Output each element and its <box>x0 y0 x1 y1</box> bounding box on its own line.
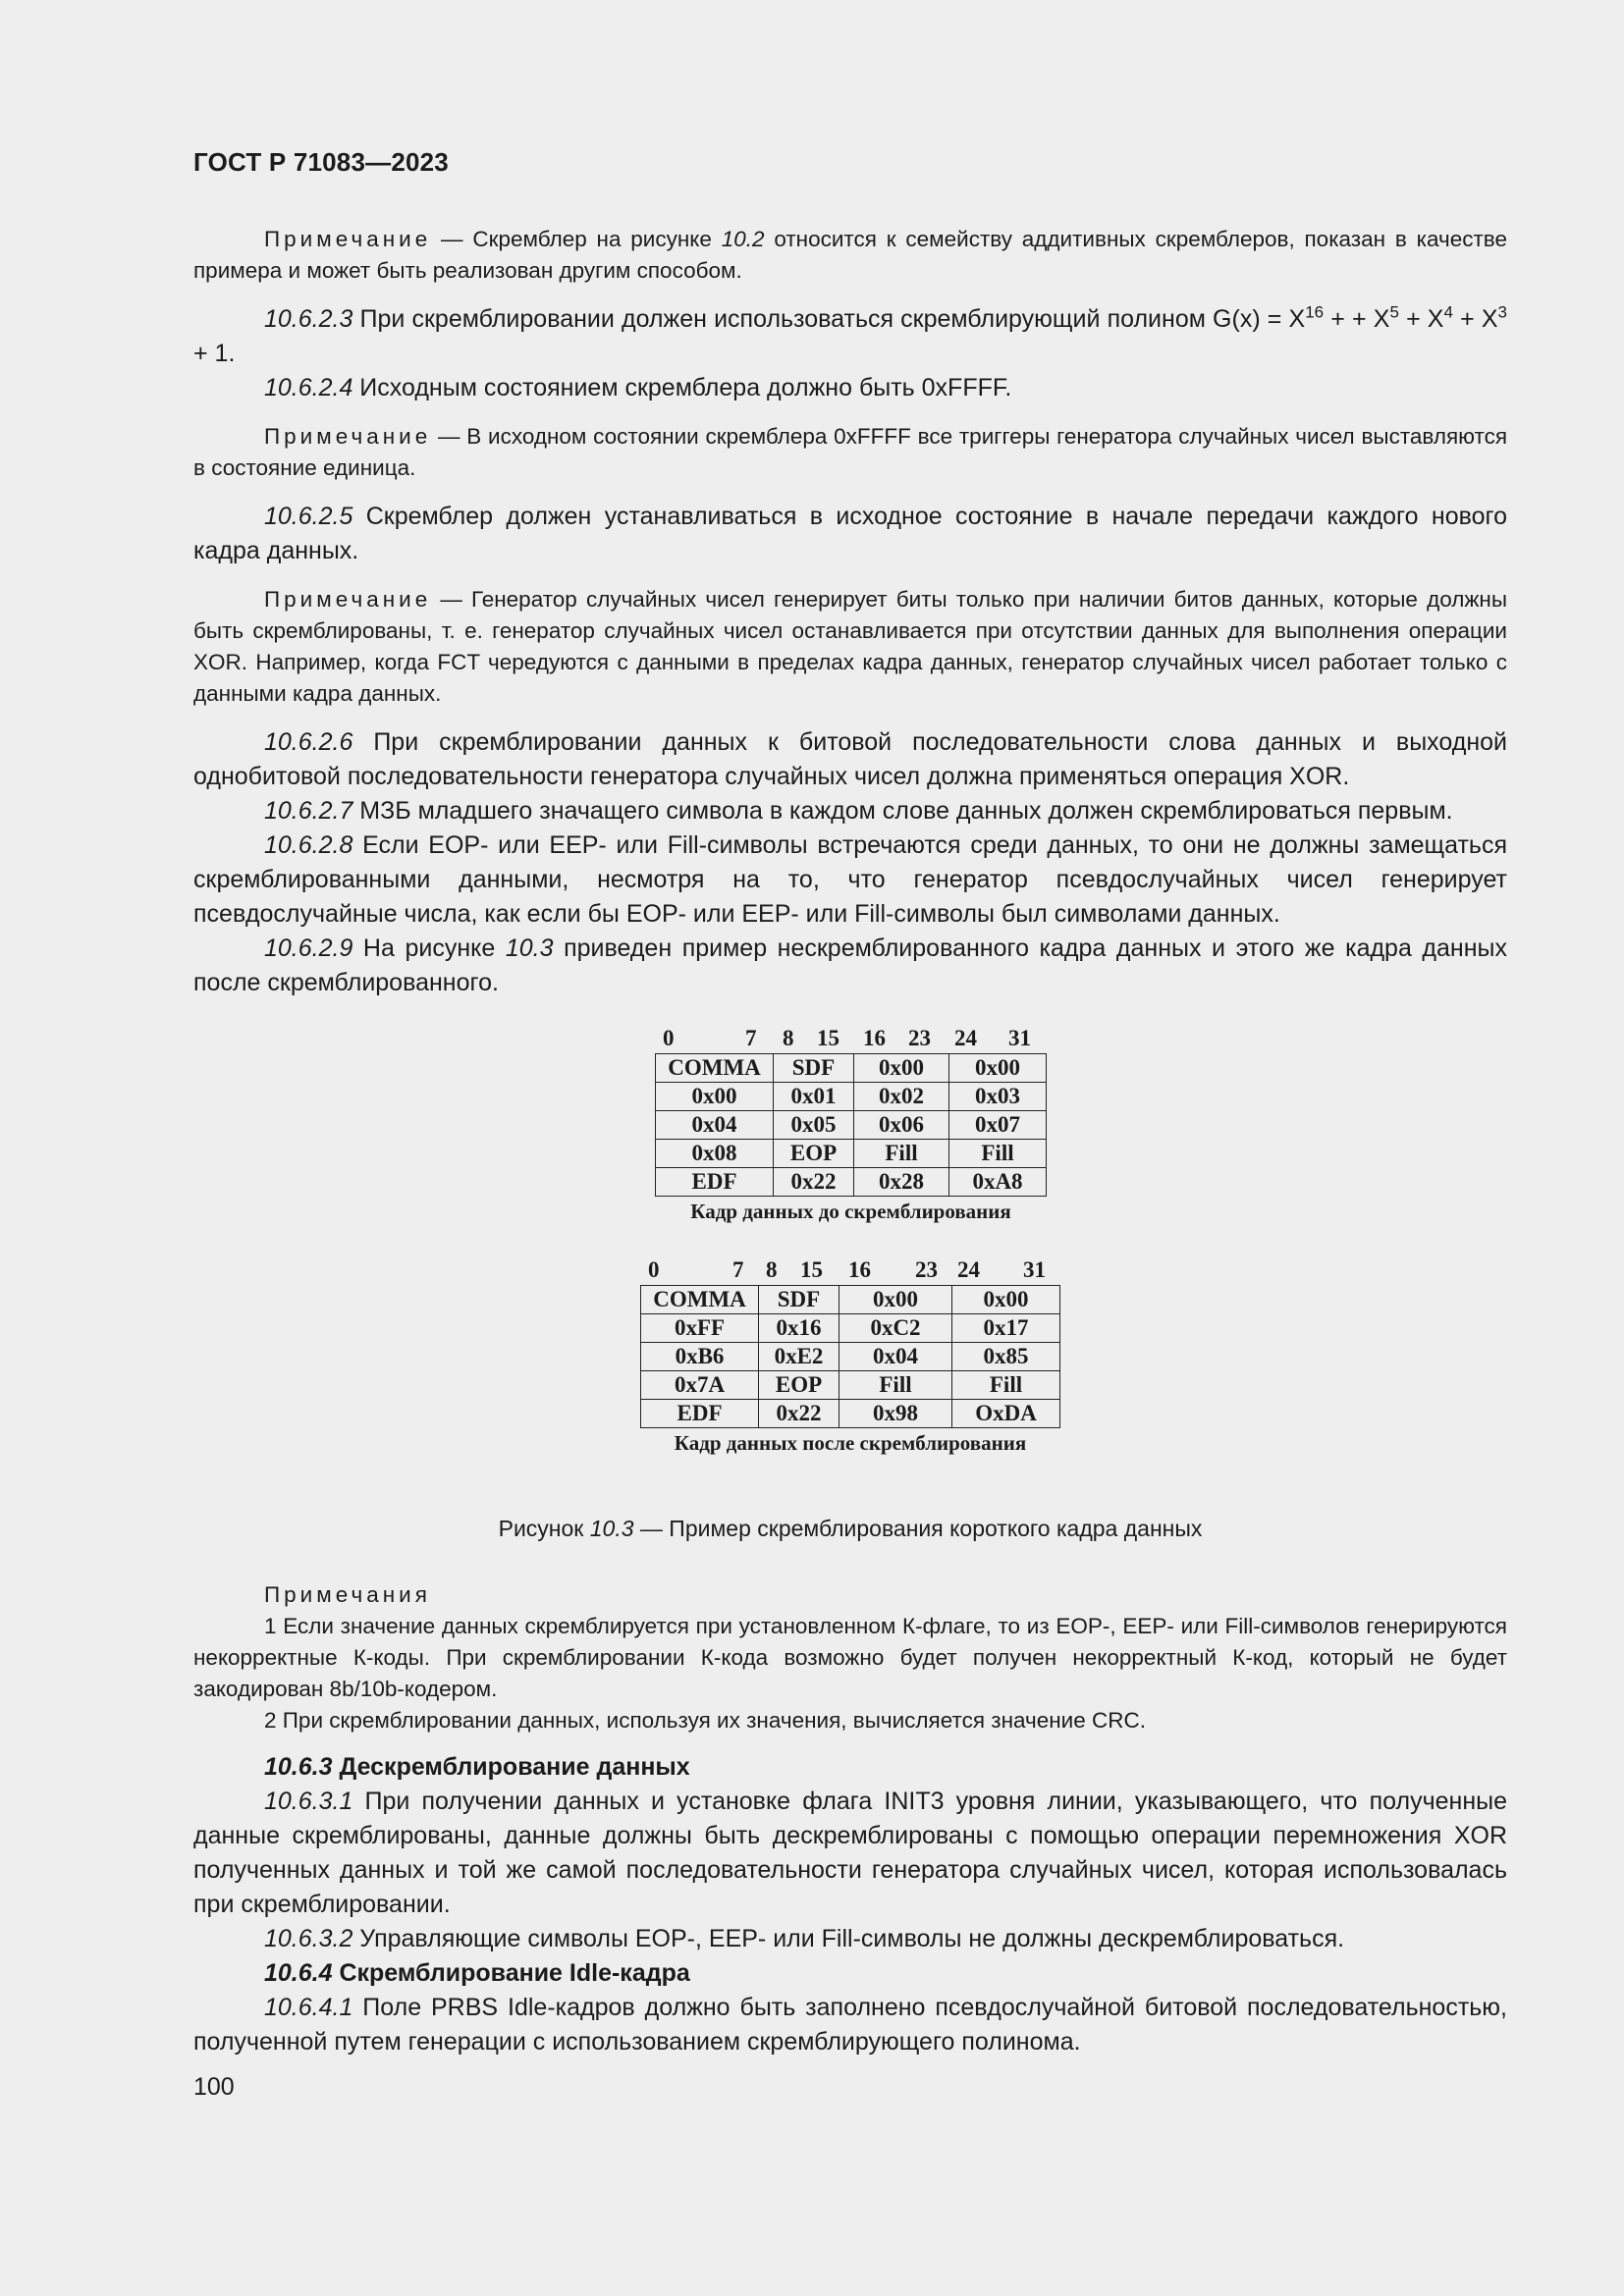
note-initial-state: Примечание — В исходном состоянии скремблера 0xFFFF все триггеры генератора случайных чисел выставляются в состояние единица. <box>193 424 1507 480</box>
clause-10-6-2-7: 10.6.2.7 МЗБ младшего значащего символа в каждом слове данных должен скремблироваться первым. <box>264 797 1453 825</box>
frame-after-scrambling <box>640 1255 1060 1456</box>
clause-10-6-3-1: 10.6.3.1 При получении данных и установке флага INIT3 уровня линии, указывающего, что полученные данные скремблированы, данные должны быть дескремблированы с помощью операции перемножения XOR полученных данных и той же самой последовательности генератора случайных чисел, которая использовалась при скремблировании. <box>193 1788 1507 1918</box>
table-row: EDF 0x22 0x98 OxDA <box>641 1400 1060 1428</box>
figure-caption: Рисунок 10.3 — Пример скремблирования короткого кадра данных <box>498 1516 1203 1541</box>
frame-before-scrambling <box>655 1024 1047 1224</box>
clause-10-6-2-5: 10.6.2.5 Скремблер должен устанавливаться в исходное состояние в начале передачи каждого нового кадра данных. <box>193 503 1507 564</box>
note-scrambler-example: Примечание — Скремблер на рисунке 10.2 относится к семейству аддитивных скремблеров, показан в качестве примера и может быть реализован другим способом. <box>193 227 1507 283</box>
clause-10-6-2-8: 10.6.2.8 Если EOP- или EEP- или Fill-символы встречаются среди данных, то они не должны замещаться скремблированными данными, несмотря на то, что генератор псевдослучайных чисел генерирует псевдослучайные числа, как если бы EOP- или EEP- или Fill-символы был символами данных. <box>193 831 1507 928</box>
figure-10-3 <box>193 1024 1507 1505</box>
frame-table <box>640 1285 1060 1428</box>
note-random-generator: Примечание — Генератор случайных чисел генерирует биты только при наличии битов данных, которые должны быть скремблированы, т. е. генератор случайных чисел останавливается при отсутствии данных для выполнения операции XOR. Например, когда FCT чередуются с данными в пределах кадра данных, генератор случайных чисел работает только с данными кадра данных. <box>193 587 1507 706</box>
frame-table <box>655 1053 1047 1197</box>
note-item: 2 При скремблировании данных, используя их значения, вычисляется значение CRC. <box>264 1708 1147 1733</box>
document-header: ГОСТ Р 71083—2023 <box>193 147 449 177</box>
page-content <box>193 224 1507 2059</box>
notes-block <box>193 1579 1507 1736</box>
clause-10-6-3-2: 10.6.3.2 Управляющие символы EOP-, EEP- или Fill-символы не должны дескремблироваться. <box>264 1925 1345 1952</box>
clause-10-6-2-3: 10.6.2.3 При скремблировании должен использоваться скремблирующий полином $G(x) = X^{16}$ + + $X^5 + X^4 + X^3 + 1$. <box>193 302 1507 367</box>
clause-10-6-4-1: 10.6.4.1 Поле PRBS Idle-кадров должно быть заполнено псевдослучайной битовой последовательностью, полученной путем генерации с использованием скремблирующего полинома. <box>193 1994 1507 2056</box>
bit-positions: 0 7 8 15 16 23 24 31 <box>648 1257 1046 1282</box>
table-row: COMMA SDF 0x00 0x00 <box>641 1286 1060 1314</box>
table-row: COMMA SDF 0x00 0x00 <box>656 1054 1047 1083</box>
table-row: 0xB6 0xE2 0x04 0x85 <box>641 1343 1060 1371</box>
page-number: 100 <box>193 2073 235 2101</box>
section-10-6-4-heading: 10.6.4 Скремблирование Idle-кадра <box>264 1959 690 1987</box>
clause-10-6-2-6: 10.6.2.6 При скремблировании данных к битовой последовательности слова данных и выходной однобитовой последовательности генератора случайных чисел должна применяться операция XOR. <box>193 728 1507 790</box>
note-item: 1 Если значение данных скремблируется при установленном К-флаге, то из EOP-, EEP- или Fill-символов генерируются некорректные К-коды. При скремблировании К-кода возможно будет получен некорректный К-код, который не будет закодирован 8b/10b-кодером. <box>193 1614 1507 1701</box>
frame-caption: Кадр данных до скремблирования <box>690 1200 1011 1223</box>
clause-10-6-2-4: 10.6.2.4 Исходным состоянием скремблера должно быть 0xFFFF. <box>264 374 1012 401</box>
section-10-6-3-heading: 10.6.3 Дескремблирование данных <box>264 1753 690 1781</box>
table-row: EDF 0x22 0x28 0xA8 <box>656 1168 1047 1197</box>
bit-positions: 0 7 8 15 16 23 24 31 <box>663 1026 1031 1050</box>
table-row: 0x08 EOP Fill Fill <box>656 1140 1047 1168</box>
table-row: 0x7A EOP Fill Fill <box>641 1371 1060 1400</box>
clause-10-6-2-9: 10.6.2.9 На рисунке 10.3 приведен пример нескремблированного кадра данных и этого же кадра данных после скремблированного. <box>193 934 1508 996</box>
frame-caption: Кадр данных после скремблирования <box>674 1431 1027 1455</box>
notes-title: Примечания <box>264 1582 431 1607</box>
table-row: 0x00 0x01 0x02 0x03 <box>656 1083 1047 1111</box>
table-row: 0xFF 0x16 0xC2 0x17 <box>641 1314 1060 1343</box>
table-row: 0x04 0x05 0x06 0x07 <box>656 1111 1047 1140</box>
